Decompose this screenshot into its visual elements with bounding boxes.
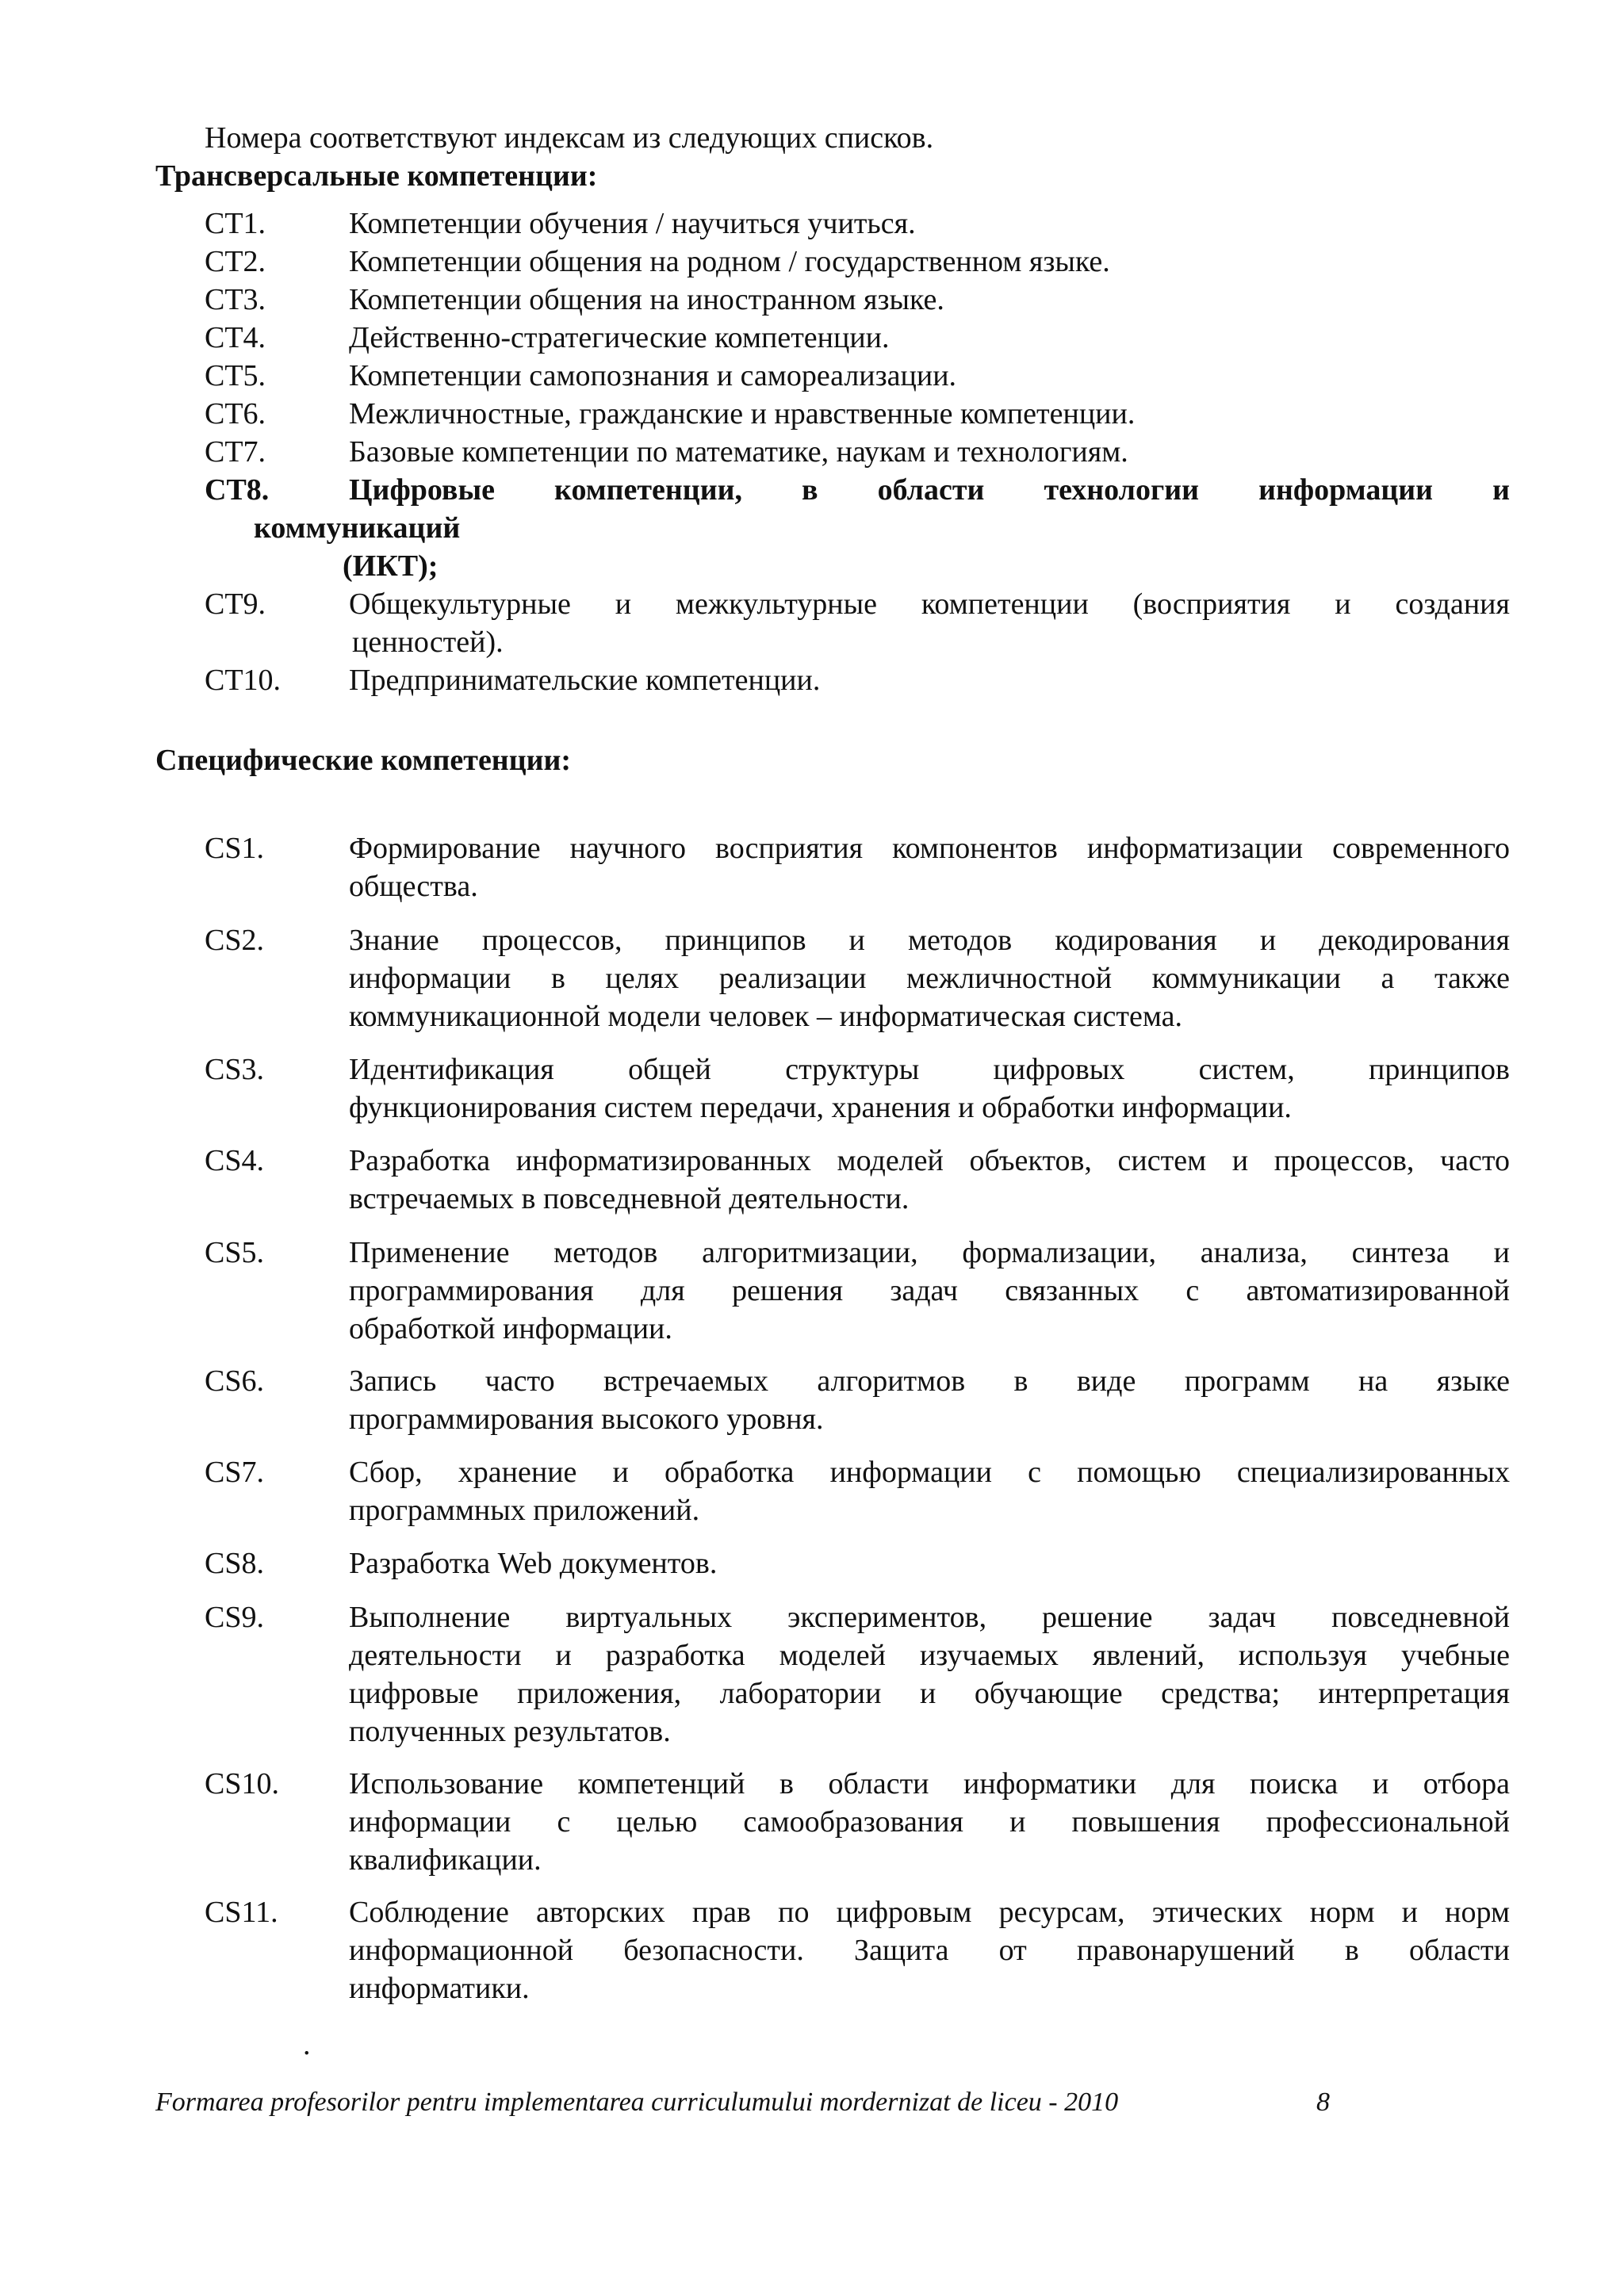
item-text: Выполнение виртуальных экспериментов, решение задач повседневной <box>349 1601 1510 1634</box>
item-text-continued: общества. <box>349 870 478 903</box>
specific-heading: Специфические компетенции: <box>155 744 572 777</box>
item-text: Соблюдение авторских прав по цифровым ресурсам, этических норм и норм <box>349 1896 1510 1929</box>
item-text: Компетенции обучения / научиться учиться. <box>349 207 916 240</box>
item-code: CS9. <box>205 1601 264 1634</box>
item-text: Знание процессов, принципов и методов кодирования и декодирования <box>349 924 1510 957</box>
item-text-continued: программных приложений. <box>349 1494 700 1527</box>
stray-mark: . <box>303 2028 311 2061</box>
item-text: Компетенции общения на иностранном языке. <box>349 283 944 316</box>
item-code: CS3. <box>205 1053 264 1086</box>
item-code: CT3. <box>205 283 266 316</box>
item-text-continued: коммуникационной модели человек – информатическая система. <box>349 1000 1182 1033</box>
item-text-continued: коммуникаций <box>254 511 461 545</box>
item-text: Общекультурные и межкультурные компетенции (восприятия и создания <box>349 587 1510 621</box>
item-text: Разработка информатизированных моделей объектов, систем и процессов, часто <box>349 1144 1510 1177</box>
item-text: Цифровые компетенции, в области технологии информации и <box>349 473 1510 507</box>
item-code: CT4. <box>205 321 266 354</box>
item-code: CT10. <box>205 664 282 697</box>
item-text-continued: цифровые приложения, лаборатории и обучающие средства; интерпретация <box>349 1677 1510 1710</box>
item-text-continued: функционирования систем передачи, хранения и обработки информации. <box>349 1091 1292 1124</box>
item-text: Запись часто встречаемых алгоритмов в виде программ на языке <box>349 1364 1510 1398</box>
item-text-continued: обработкой информации. <box>349 1312 672 1345</box>
item-code: CS2. <box>205 924 264 957</box>
item-text-continued: деятельности и разработка моделей изучаемых явлений, используя учебные <box>349 1639 1510 1672</box>
item-code: CT9. <box>205 587 266 621</box>
item-code: CS1. <box>205 832 264 865</box>
item-text-continued: ценностей). <box>352 626 504 659</box>
item-text: Межличностные, гражданские и нравственные компетенции. <box>349 397 1136 430</box>
item-text-continued: полученных результатов. <box>349 1715 671 1748</box>
item-text: Базовые компетенции по математике, наукам и технологиям. <box>349 435 1128 469</box>
item-text-continued: (ИКТ); <box>343 549 439 583</box>
item-code: CS8. <box>205 1547 264 1580</box>
item-text: Использование компетенций в области информатики для поиска и отбора <box>349 1767 1510 1800</box>
item-text: Разработка Web документов. <box>349 1547 718 1580</box>
item-text: Действенно-стратегические компетенции. <box>349 321 890 354</box>
item-code: CT5. <box>205 359 266 392</box>
item-text-continued: программирования высокого уровня. <box>349 1402 824 1436</box>
item-text-continued: информатики. <box>349 1972 530 2005</box>
item-code: CS10. <box>205 1767 279 1800</box>
item-code: CT1. <box>205 207 266 240</box>
item-text-continued: квалификации. <box>349 1843 542 1877</box>
transversal-heading: Трансверсальные компетенции: <box>155 159 598 193</box>
item-text-continued: встречаемых в повседневной деятельности. <box>349 1182 910 1215</box>
item-text: Предпринимательские компетенции. <box>349 664 821 697</box>
footer-text: Formarea profesorilor pentru implementarea curriculumului mordernizat de liceu - 2010 <box>155 2087 1119 2117</box>
item-text-continued: информации с целью самообразования и повышения профессиональной <box>349 1805 1510 1839</box>
item-code: CT8. <box>205 473 270 507</box>
item-text: Сбор, хранение и обработка информации с помощью специализированных <box>349 1456 1510 1489</box>
item-code: CS7. <box>205 1456 264 1489</box>
intro-text: Номера соответствуют индексам из следующих списков. <box>205 121 934 155</box>
item-text: Применение методов алгоритмизации, формализации, анализа, синтеза и <box>349 1236 1510 1269</box>
item-code: CT7. <box>205 435 266 469</box>
item-code: CS6. <box>205 1364 264 1398</box>
item-code: CS11. <box>205 1896 278 1929</box>
item-code: CT2. <box>205 245 266 278</box>
item-text: Идентификация общей структуры цифровых систем, принципов <box>349 1053 1510 1086</box>
item-text: Компетенции общения на родном / государственном языке. <box>349 245 1110 278</box>
item-text: Компетенции самопознания и самореализации. <box>349 359 957 392</box>
item-text-continued: программирования для решения задач связанных с автоматизированной <box>349 1274 1510 1307</box>
item-code: CS5. <box>205 1236 264 1269</box>
item-text-continued: информации в целях реализации межличностной коммуникации а также <box>349 962 1510 995</box>
item-code: CS4. <box>205 1144 264 1177</box>
page-number: 8 <box>1316 2087 1330 2117</box>
item-text-continued: информационной безопасности. Защита от правонарушений в области <box>349 1934 1510 1967</box>
item-text: Формирование научного восприятия компонентов информатизации современного <box>349 832 1510 865</box>
item-code: CT6. <box>205 397 266 430</box>
